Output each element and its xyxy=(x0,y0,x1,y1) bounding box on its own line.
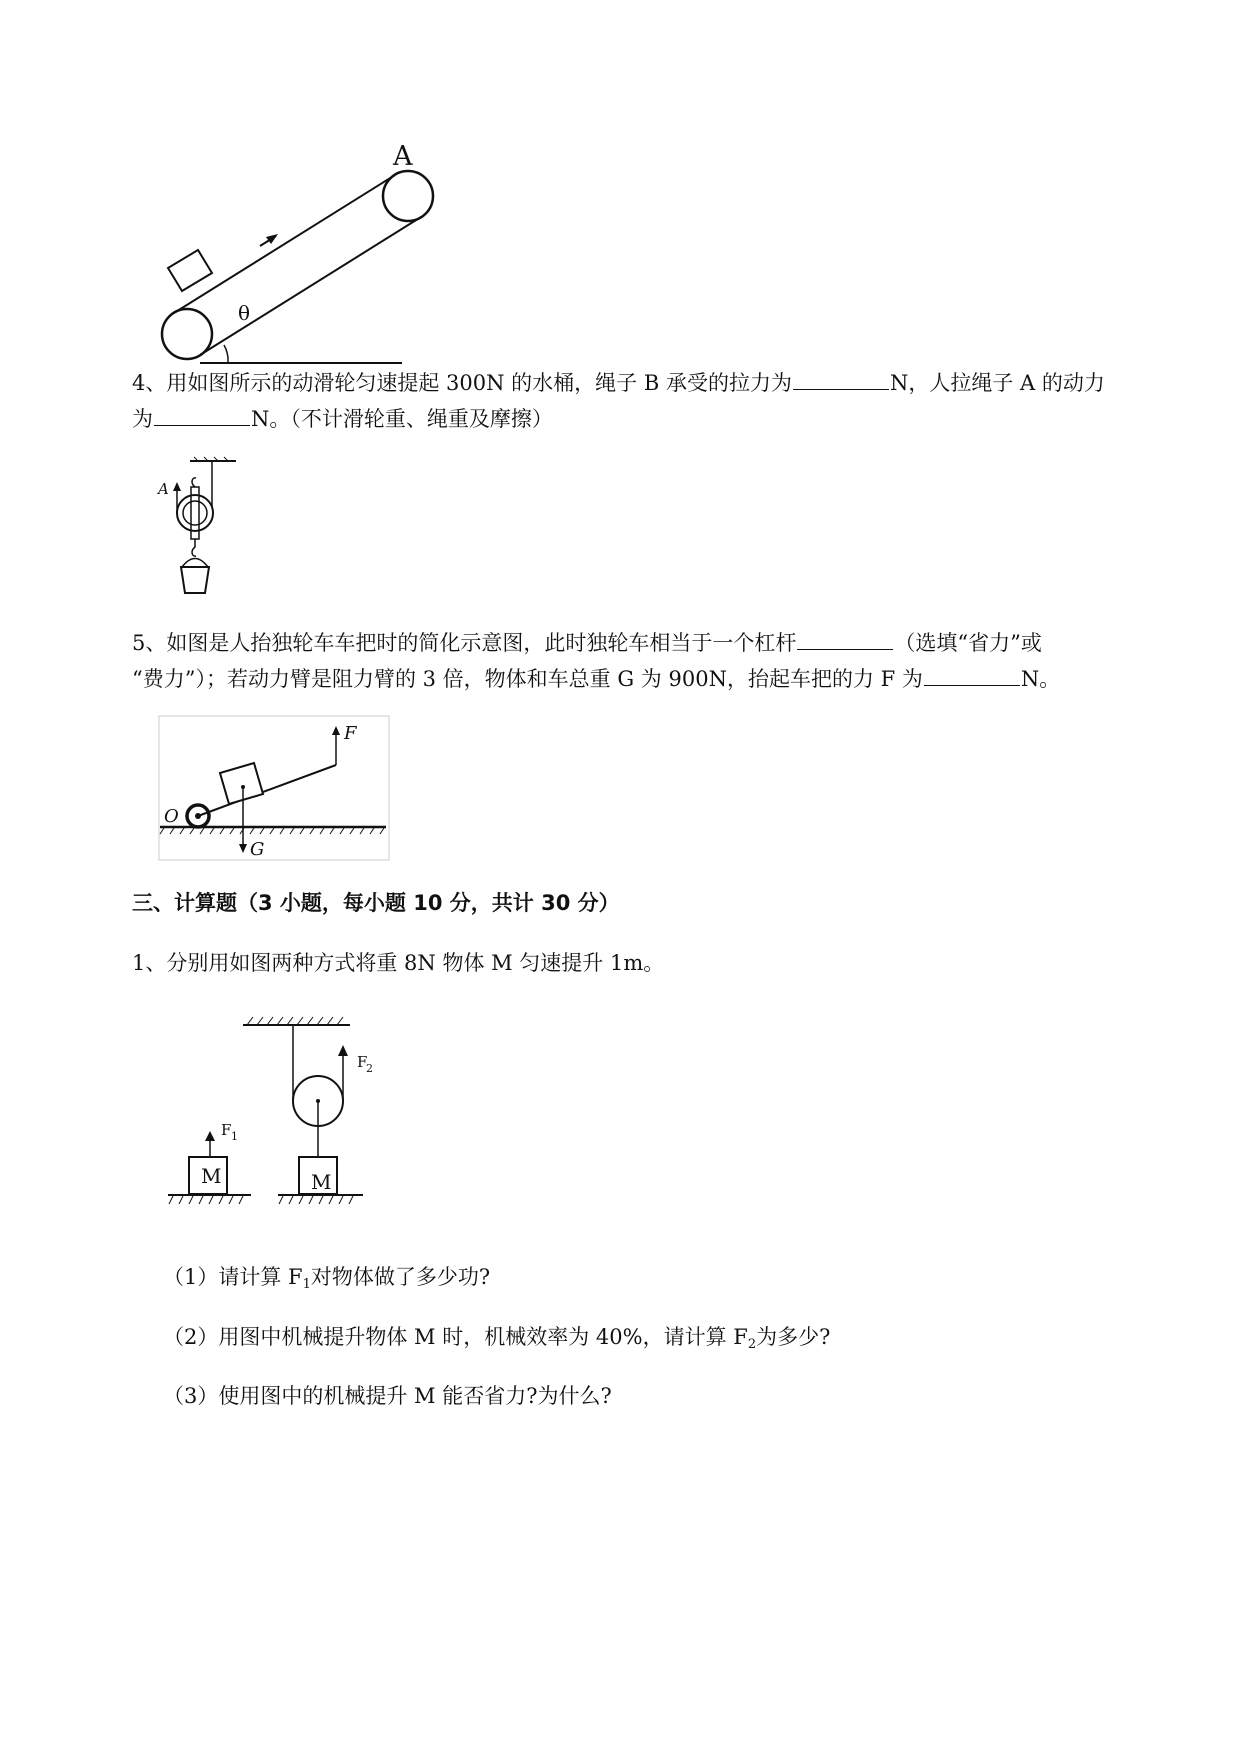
q4-line2 xyxy=(132,404,553,434)
c1-text: 1、分别用如图两种方式将重 8N 物体 M 匀速提升 1m。 xyxy=(132,951,665,975)
ground-hatch xyxy=(299,1196,303,1204)
c1-sub-2-text-a: （2）用图中机械提升物体 M 时，机械效率为 40%，请计算 F xyxy=(163,1325,748,1349)
ground-hatch xyxy=(199,1196,203,1204)
q5-line1 xyxy=(132,628,1042,658)
ground-hatch xyxy=(210,828,214,834)
ground-hatch xyxy=(170,828,174,834)
section-title: 三、计算题（3 小题，每小题 10 分，共计 30 分） xyxy=(132,891,620,915)
q4-text-2b: N。（不计滑轮重、绳重及摩擦） xyxy=(251,407,553,431)
q4-blank-2[interactable] xyxy=(154,405,250,426)
label-m-right: M xyxy=(311,1170,332,1194)
ground-hatch xyxy=(280,828,284,834)
ground-hatch xyxy=(330,828,334,834)
ground-hatch xyxy=(229,1196,233,1204)
ground-hatch xyxy=(340,828,344,834)
q5-text-1a: 5、如图是人抬独轮车车把时的简化示意图，此时独轮车相当于一个杠杆 xyxy=(132,631,797,655)
label-o: O xyxy=(164,806,179,827)
bottom-hook xyxy=(192,539,196,556)
ground-hatch xyxy=(179,1196,183,1204)
belt-top xyxy=(174,175,395,313)
label-m-left: M xyxy=(201,1164,222,1188)
ceiling-hatch xyxy=(247,1017,253,1025)
conveyor-figure xyxy=(160,140,460,370)
ground-hatch xyxy=(279,1196,283,1204)
ground-hatch xyxy=(160,828,164,834)
c1-sub-2-subscript: 2 xyxy=(747,1337,757,1352)
label-a: A xyxy=(158,480,169,498)
ground-hatch xyxy=(319,1196,323,1204)
f1-arrow xyxy=(205,1131,215,1141)
pulley-figure xyxy=(150,455,260,600)
belt-arrow-head xyxy=(266,234,278,244)
bucket-handle xyxy=(182,559,208,568)
q5-line2 xyxy=(132,664,1060,694)
ceiling-hatch xyxy=(337,1017,343,1025)
belt-bottom xyxy=(200,217,421,355)
ground-hatch xyxy=(350,828,354,834)
top-hook xyxy=(192,478,196,487)
ground-hatch xyxy=(380,828,384,834)
label-f2: F xyxy=(357,1053,368,1071)
q5-blank-1[interactable] xyxy=(797,629,893,650)
bucket xyxy=(181,567,209,593)
ceiling-hatch xyxy=(307,1017,313,1025)
q5-blank-2[interactable] xyxy=(924,665,1020,686)
label-g: G xyxy=(250,839,265,860)
ground-hatch xyxy=(180,828,184,834)
force-f-arrow xyxy=(332,726,340,735)
q4-text-2a: 为 xyxy=(132,407,153,431)
gravity-dot xyxy=(241,785,245,789)
q4-line1 xyxy=(132,368,1105,398)
q4-text-1b: N，人拉绳子 A 的动力 xyxy=(889,371,1105,395)
ground-hatch xyxy=(290,828,294,834)
ground-hatch xyxy=(260,828,264,834)
c1-sub-1-text-a: （1）请计算 F xyxy=(163,1265,303,1289)
cargo-box xyxy=(168,250,212,291)
ground-hatch xyxy=(169,1196,173,1204)
ceiling-hatch xyxy=(257,1017,263,1025)
q5-text-1b: （选填“省力”或 xyxy=(894,631,1042,655)
c1-sub-1 xyxy=(163,1262,490,1292)
label-f: F xyxy=(344,723,357,744)
c1-sub-1-text-b: 对物体做了多少功? xyxy=(310,1265,491,1289)
angle-arc xyxy=(224,345,228,363)
ground-hatch xyxy=(200,828,204,834)
ground-hatch xyxy=(360,828,364,834)
q4-text-1a: 4、用如图所示的动滑轮匀速提起 300N 的水桶，绳子 B 承受的拉力为 xyxy=(132,371,792,395)
ground-hatch xyxy=(339,1196,343,1204)
label-f1-sub: 1 xyxy=(231,1130,238,1143)
ceiling-hatch xyxy=(277,1017,283,1025)
ceiling-hatch xyxy=(297,1017,303,1025)
ceiling-hatch xyxy=(327,1017,333,1025)
ground-hatch xyxy=(270,828,274,834)
q5-text-2a: “费力”）；若动力臂是阻力臂的 3 倍，物体和车总重 G 为 900N，抬起车把的力 F 为 xyxy=(132,667,923,691)
label-f2-sub: 2 xyxy=(366,1062,373,1075)
ground-hatch xyxy=(219,1196,223,1204)
gravity-arrow xyxy=(239,844,247,853)
ground-hatch xyxy=(370,828,374,834)
ground-hatch xyxy=(239,1196,243,1204)
ground-hatch xyxy=(300,828,304,834)
ceiling-hatch xyxy=(287,1017,293,1025)
ground-hatch xyxy=(289,1196,293,1204)
c1-sub-2-text-b: 为多少? xyxy=(756,1325,831,1349)
wheelbarrow-figure xyxy=(158,715,390,861)
load-box xyxy=(220,763,263,804)
ground-hatch xyxy=(250,828,254,834)
q4-blank-1[interactable] xyxy=(793,369,889,390)
ground-hatch xyxy=(190,828,194,834)
label-f1: F xyxy=(221,1121,232,1139)
ground-hatch xyxy=(209,1196,213,1204)
ground-hatch xyxy=(349,1196,353,1204)
ceiling-hatch xyxy=(317,1017,323,1025)
two-methods-figure xyxy=(165,1005,373,1215)
ground-hatch xyxy=(309,1196,313,1204)
ceiling-hatch xyxy=(267,1017,273,1025)
ground-hatch xyxy=(310,828,314,834)
c1-sub-3: （3）使用图中的机械提升 M 能否省力?为什么? xyxy=(163,1384,612,1408)
q5-text-2b: N。 xyxy=(1020,667,1061,691)
label-a: A xyxy=(393,141,413,172)
angle-theta: θ xyxy=(238,301,251,325)
c1-sub-2 xyxy=(163,1322,830,1352)
ground-hatch xyxy=(320,828,324,834)
c1-sub-1-subscript: 1 xyxy=(302,1277,311,1292)
handle-bar xyxy=(198,765,336,816)
f2-arrow xyxy=(338,1045,348,1056)
ground-hatch xyxy=(220,828,224,834)
ground-hatch xyxy=(189,1196,193,1204)
rope-a-arrow xyxy=(173,482,181,491)
ground-hatch xyxy=(230,828,234,834)
ground-hatch xyxy=(329,1196,333,1204)
